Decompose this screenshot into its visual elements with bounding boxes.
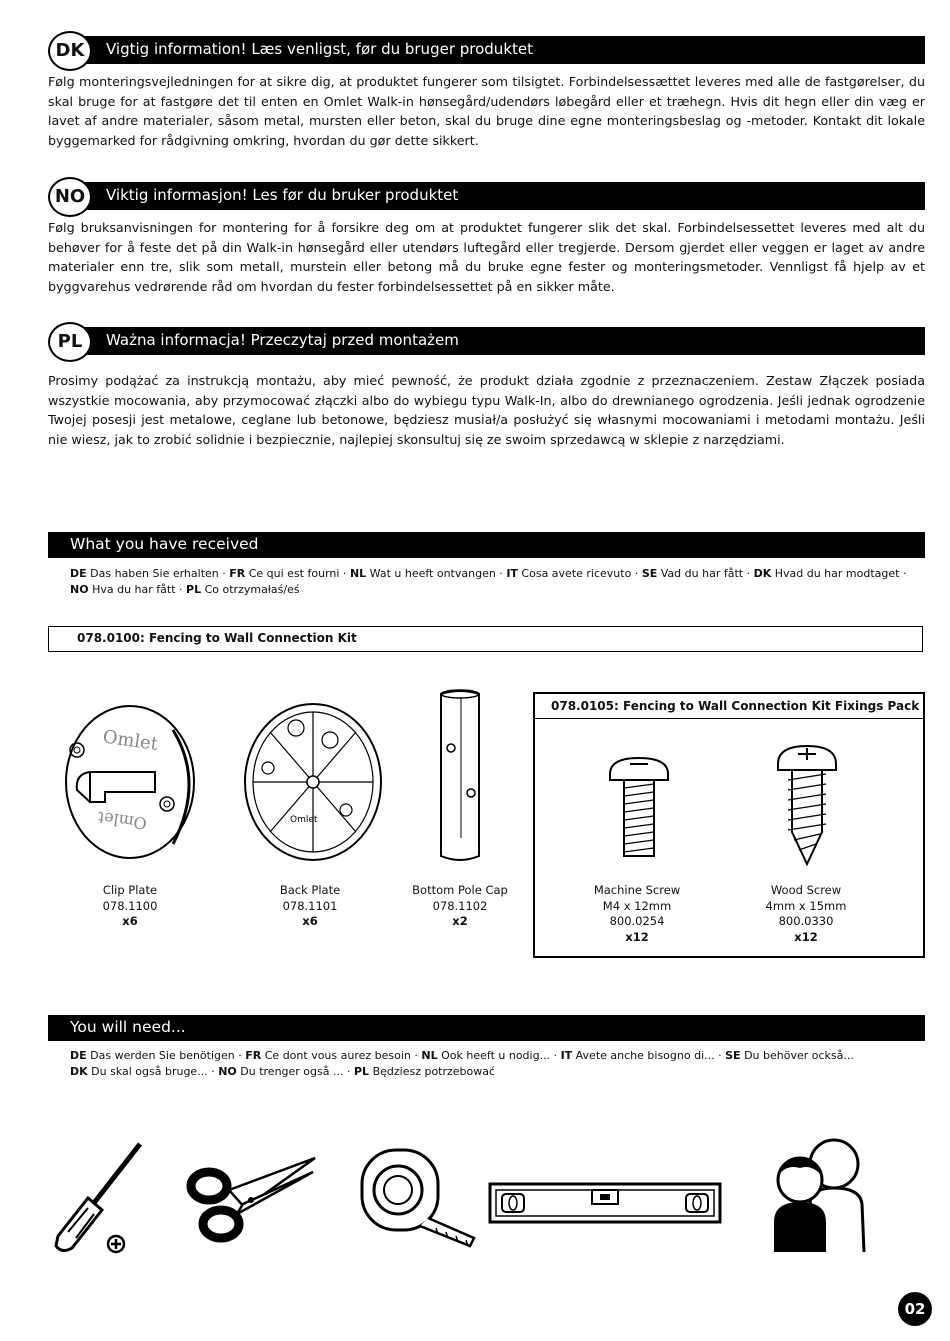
wood-screw-illustration bbox=[772, 740, 842, 870]
received-heading: What you have received bbox=[70, 535, 259, 553]
kit-title: 078.0100: Fencing to Wall Connection Kit bbox=[77, 631, 357, 645]
part-back-plate: Back Plate 078.1101 x6 bbox=[279, 883, 341, 928]
fixings-pack-title: 078.0105: Fencing to Wall Connection Kit Fixings Pack bbox=[551, 699, 920, 713]
kit-title-box bbox=[48, 626, 923, 652]
section-dk-body: Følg monteringsvejledningen for at sikre dig, at produktet fungerer som tilsigtet. Forbindelsessættet leveres med alle de fastgørelser, du skal bruge for at fastgøre det til enten en Omlet Walk-in hønsegård/udendørs løbegård eller et træhegn. Hvis dit hegn eller din væg er lavet af andre materialer, såsom metal, mursten eller beton, skal du bruge dine egne monteringsbeslag og -metoder. Kontakt dit lokale byggemarked for rådgivning omkring, hvordan du gør dette sikkert. bbox=[48, 74, 925, 148]
part-wood-screw: Wood Screw 4mm x 15mm 800.0330 x12 bbox=[765, 883, 847, 944]
language-badge-no: NO bbox=[48, 177, 92, 217]
clip-plate-illustration bbox=[55, 692, 205, 872]
fixings-pack-title-bar bbox=[535, 694, 923, 719]
svg-text:Omlet: Omlet bbox=[290, 815, 318, 825]
scissors-icon bbox=[185, 1150, 320, 1250]
clip-plate-logo: Omlet bbox=[101, 726, 160, 755]
need-heading-bar bbox=[48, 1015, 925, 1041]
language-badge-pl: PL bbox=[48, 322, 92, 362]
need-heading: You will need... bbox=[70, 1018, 186, 1036]
section-dk bbox=[48, 36, 925, 150]
machine-screw-illustration bbox=[604, 754, 674, 864]
part-bottom-pole-cap: Bottom Pole Cap 078.1102 x2 bbox=[412, 883, 508, 928]
section-pl-title: Ważna informacja! Przeczytaj przed montażem bbox=[106, 331, 459, 349]
received-heading-bar bbox=[48, 532, 925, 558]
svg-text:Omlet: Omlet bbox=[96, 807, 148, 834]
section-no bbox=[48, 182, 925, 296]
section-pl bbox=[48, 327, 925, 449]
section-dk-title: Vigtig information! Læs venligst, før du bruger produktet bbox=[106, 40, 533, 58]
need-translations: DE Das werden Sie benötigen · FR Ce dont vous aurez besoin · NL Ook heeft u nodig... · IT Avete anche bisogno di... · SE Du behöver också... DK Du skal også bruge... · NO Du trenger også ... · PL Będziesz potrzebować bbox=[70, 1049, 854, 1078]
part-machine-screw: Machine Screw M4 x 12mm 800.0254 x12 bbox=[593, 883, 681, 944]
received-translations: DE Das haben Sie erhalten · FR Ce qui est fourni · NL Wat u heeft ontvangen · IT Cosa avete ricevuto · SE Vad du har fått · DK Hvad du har modtaget · NO Hva du har fått · PL Co otrzymałaś/eś bbox=[70, 567, 907, 596]
section-no-title: Viktig informasjon! Les før du bruker produktet bbox=[106, 186, 459, 204]
two-people-icon bbox=[760, 1132, 870, 1254]
page-number: 02 bbox=[898, 1292, 932, 1326]
section-pl-body: Prosimy podążać za instrukcją montażu, aby mieć pewność, że produkt działa zgodnie z przeznaczeniem. Zestaw Złączek posiada wszystkie mocowania, aby przymocować złączki albo do wybiegu typu Walk-In, albo do drewnianego ogrodzenia. Jeśli jednak ogrodzenie Twojej posesji jest metalowe, ceglane lub betonowe, będziesz musiał/a posłużyć się własnymi mocowaniami i metodami montażu. Jeśli nie wiesz, jak to zrobić solidnie i bezpiecznie, najlepiej skonsultuj się ze swoim sprzedawcą w sklepie z narzędziami. bbox=[48, 373, 925, 447]
language-badge-dk: DK bbox=[48, 31, 92, 71]
spirit-level-icon bbox=[488, 1180, 723, 1226]
back-plate-illustration bbox=[238, 690, 388, 870]
section-no-body: Følg bruksanvisningen for montering for å forsikre deg om at produktet fungerer slik det skal. Forbindelsessettet leveres med alt du behøver for å feste det på din Walk-in hønsegård eller utendørs luftegård eller tregjerde. Dersom gjerdet eller veggen er laget av andre materialer enn tre, slik som metall, murstein eller betong må du bruke egne fester og monteringsmetoder. Vennligst få hjelp av et byggvarehus vedrørende råd om hvordan du fester forbindelsessettet på en sikker måte. bbox=[48, 220, 925, 294]
screwdriver-icon bbox=[50, 1136, 150, 1256]
part-clip-plate: Clip Plate 078.1100 x6 bbox=[102, 883, 158, 928]
tape-measure-icon bbox=[358, 1142, 478, 1252]
bottom-pole-cap-illustration bbox=[425, 688, 495, 868]
